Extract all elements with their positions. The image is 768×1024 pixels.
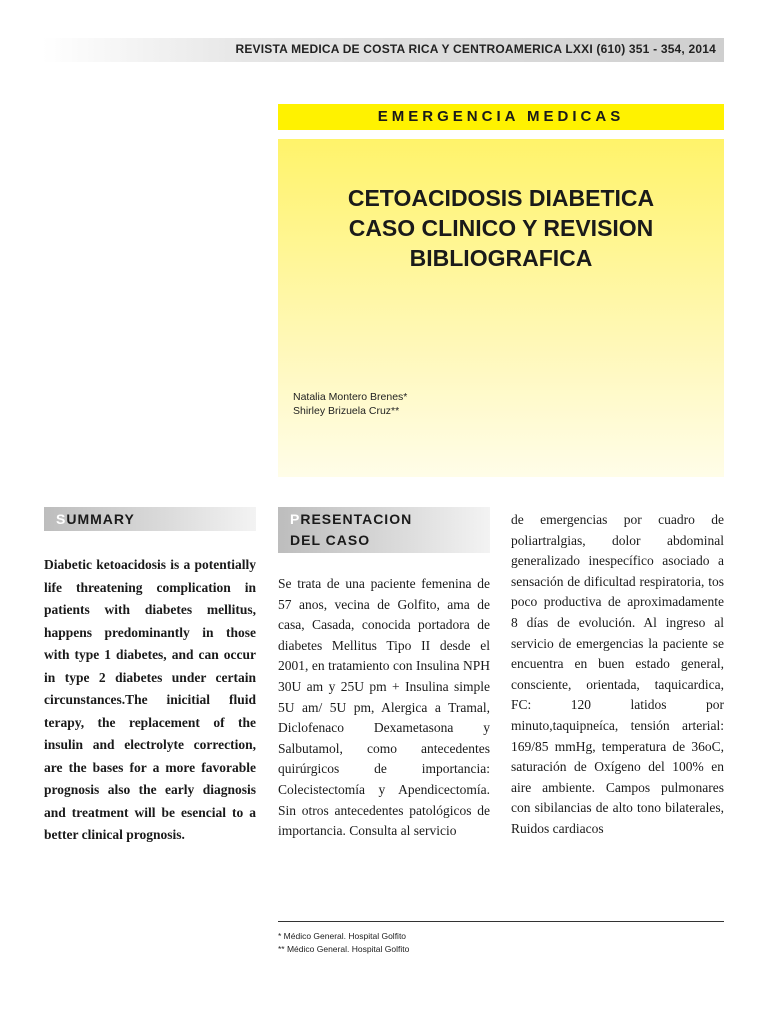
presentation-heading-initial: P bbox=[290, 511, 301, 527]
title-box bbox=[278, 139, 724, 477]
section-banner bbox=[278, 104, 724, 130]
journal-citation: REVISTA MEDICA DE COSTA RICA Y CENTROAMERICA LXXI (610) 351 - 354, 2014 bbox=[235, 42, 716, 56]
presentation-body-continued bbox=[511, 510, 724, 840]
footnote: * Médico General. Hospital Golfito bbox=[278, 931, 407, 941]
article-title-line: CASO CLINICO Y REVISION bbox=[348, 215, 654, 241]
author-name: Shirley Brizuela Cruz** bbox=[293, 405, 400, 417]
article-title-line: CETOACIDOSIS DIABETICA bbox=[347, 185, 655, 211]
footnotes bbox=[278, 930, 409, 956]
summary-body bbox=[44, 554, 256, 847]
footnote: ** Médico General. Hospital Golfito bbox=[278, 944, 410, 954]
author-list bbox=[293, 390, 407, 418]
presentation-heading-line2: DEL CASO bbox=[290, 532, 371, 548]
journal-header bbox=[42, 38, 724, 62]
article-title bbox=[278, 183, 724, 273]
presentation-paragraph: Se trata de una paciente femenina de 57 anos, vecina de Golfito, ama de casa, Casada, conocida portadora de diabetes Mellitus Tipo II desde el 2001, en tratamiento con Insulina NPH 30U am y 25U pm + Insulina simple 5U am/ 5U pm, Alergica a Tramal, Diclofenaco Dexametasona y Salbutamol, como antecedentes quirúrgicos de importancia: Colecistectomía y Apendicectomía. Sin otros antecedentes patológicos de importancia. Consulta al servicio bbox=[278, 576, 490, 839]
summary-paragraph: Diabetic ketoacidosis is a potentially life threatening complication in patients with diabetes mellitus, happens predominantly in those with type 1 diabetes, and can occur in type 2 diabetes under certain circunstances.The inicitial fluid terapy, the replacement of the insulin and electrolyte correction, are the bases for a more favorable prognosis also the early diagnosis and treatment will be esencial to a better clinical prognosis. bbox=[44, 557, 256, 842]
summary-heading-rest: UMMARY bbox=[66, 511, 135, 527]
summary-heading bbox=[44, 507, 256, 531]
presentation-heading-line1 bbox=[290, 509, 490, 530]
presentation-heading-line1-rest: RESENTACION bbox=[300, 511, 413, 527]
presentation-paragraph-continued: de emergencias por cuadro de poliartralgias, dolor abdominal generalizado inespecífico asociado a sensación de dificultad respiratoria, tos poco productiva de aproximadamente 8 días de evolución. Al ingreso al servicio de emergencias la paciente se encuentra en buen estado general, consciente, orientada, taquicardica, FC: 120 latidos por minuto,taquipneíca, tensión arterial: 169/85 mmHg, temperatura de 36oC, saturación de Oxígeno del 100% en aire ambiente. Campos pulmonares con sibilancias de alto tono bilaterales, Ruidos cardiacos bbox=[511, 512, 724, 836]
author-name: Natalia Montero Brenes* bbox=[293, 391, 408, 403]
presentation-heading bbox=[278, 507, 490, 553]
footnote-divider bbox=[278, 921, 724, 922]
article-title-line: BIBLIOGRAFICA bbox=[409, 245, 593, 271]
presentation-body bbox=[278, 574, 490, 842]
summary-heading-initial: S bbox=[56, 511, 67, 527]
section-banner-label: EMERGENCIA MEDICAS bbox=[377, 108, 625, 125]
